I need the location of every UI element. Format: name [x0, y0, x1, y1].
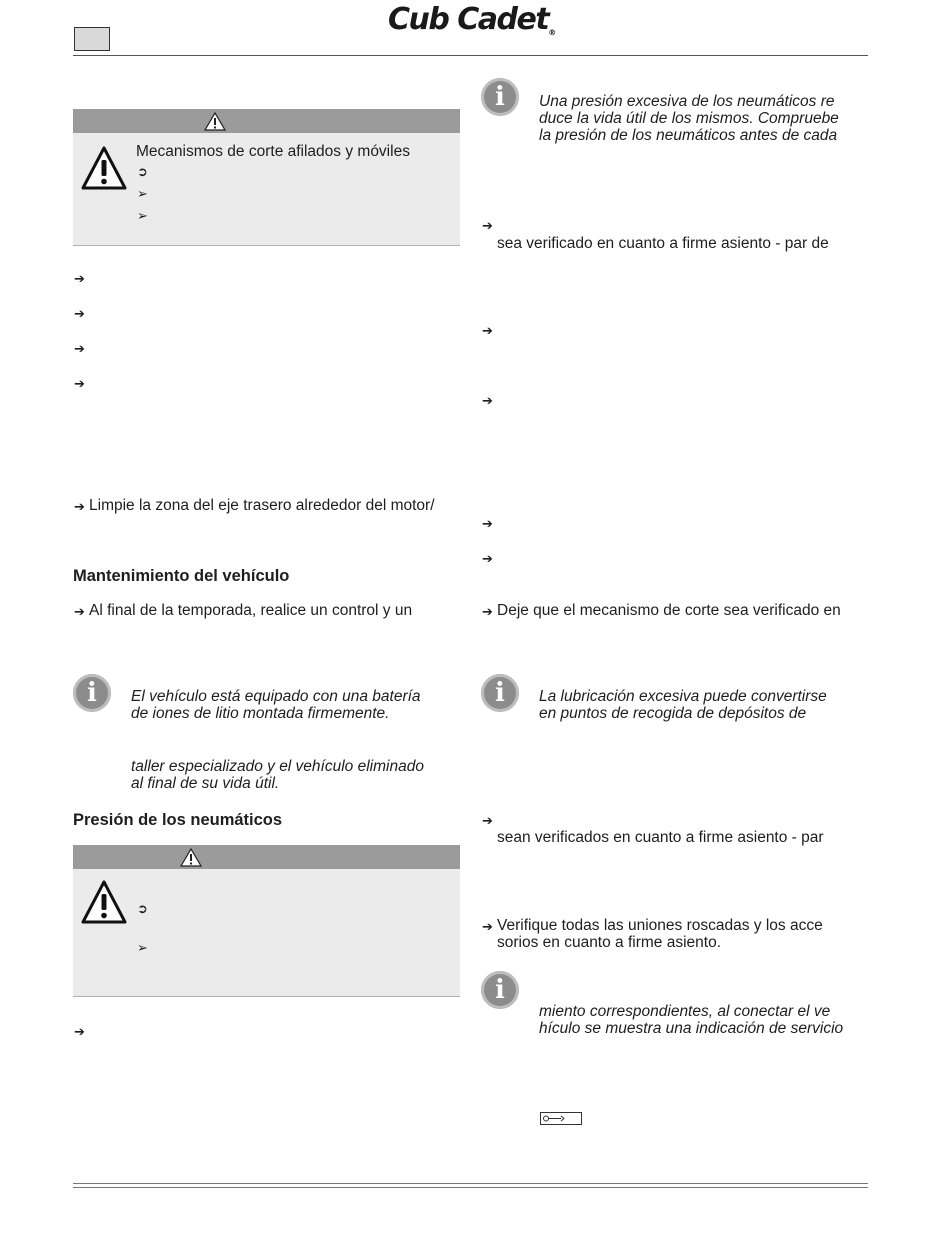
info-icon: i	[481, 971, 519, 1009]
section-heading: Mantenimiento del vehículo	[73, 567, 290, 585]
warning-header	[73, 109, 460, 133]
arrow-right-icon: ➔	[74, 499, 85, 514]
arrow-right-icon: ➔	[482, 516, 493, 531]
arrow-right-icon: ➔	[74, 1024, 85, 1039]
info-text: al final de su vida útil.	[131, 775, 280, 792]
wrench-service-icon	[540, 1112, 582, 1125]
warning-title: Mecanismos de corte afilados y móviles	[136, 143, 410, 160]
arrow-right-icon: ➔	[74, 341, 85, 356]
instruction-text: sea verificado en cuanto a firme asiento - par de	[497, 235, 829, 252]
arrow-right-icon: ➔	[482, 393, 493, 408]
arrow-right-icon: ➔	[482, 218, 493, 233]
instruction-text: sorios en cuanto a firme asiento.	[497, 934, 722, 951]
info-icon: i	[481, 674, 519, 712]
bullet-symbol: ➢	[137, 940, 148, 955]
warning-triangle-icon	[80, 145, 128, 191]
warning-triangle-icon	[180, 848, 202, 867]
page-number-box	[74, 27, 110, 51]
bullet-symbol: ➢	[137, 208, 148, 223]
info-text: miento correspondientes, al conectar el ve	[539, 1003, 831, 1020]
bullet-symbol: ➲	[137, 901, 148, 916]
info-text: taller especializado y el vehículo eliminado	[131, 758, 424, 775]
info-icon: i	[73, 674, 111, 712]
arrow-right-icon: ➔	[482, 919, 493, 934]
instruction-text: sean verificados en cuanto a firme asiento - par	[497, 829, 824, 846]
arrow-right-icon: ➔	[74, 604, 85, 619]
bullet-symbol: ➲	[137, 164, 148, 179]
warning-triangle-icon	[80, 879, 128, 925]
info-icon: i	[481, 78, 519, 116]
info-text: duce la vida útil de los mismos. Compruebe	[539, 110, 839, 127]
bullet-symbol: ➢	[137, 186, 148, 201]
brand-logo	[388, 2, 555, 37]
info-text: la presión de los neumáticos antes de cada	[539, 127, 838, 144]
warning-triangle-icon	[204, 112, 226, 131]
info-text: El vehículo está equipado con una batería	[131, 688, 421, 705]
instruction-text: Limpie la zona del eje trasero alrededor del motor/	[89, 497, 435, 514]
info-text: de iones de litio montada firmemente.	[131, 705, 390, 722]
arrow-right-icon: ➔	[482, 813, 493, 828]
info-text: en puntos de recogida de depósitos de	[539, 705, 807, 722]
instruction-text: Deje que el mecanismo de corte sea verificado en	[497, 602, 841, 619]
arrow-right-icon: ➔	[482, 604, 493, 619]
arrow-right-icon: ➔	[482, 551, 493, 566]
header-rule	[73, 55, 868, 56]
registered-mark: ®	[548, 28, 555, 37]
logo-text: Cub Cadet	[388, 2, 549, 37]
footer-rule	[73, 1187, 868, 1188]
warning-box	[73, 133, 460, 246]
info-text: La lubricación excesiva puede convertirse	[539, 688, 827, 705]
arrow-right-icon: ➔	[482, 323, 493, 338]
warning-box	[73, 869, 460, 997]
warning-header	[73, 845, 460, 869]
instruction-text: Verifique todas las uniones roscadas y los acce	[497, 917, 823, 934]
info-text: Una presión excesiva de los neumáticos re	[539, 93, 835, 110]
section-heading: Presión de los neumáticos	[73, 811, 283, 829]
instruction-text: Al final de la temporada, realice un control y un	[89, 602, 413, 619]
arrow-right-icon: ➔	[74, 306, 85, 321]
arrow-right-icon: ➔	[74, 376, 85, 391]
arrow-right-icon: ➔	[74, 271, 85, 286]
info-text: hículo se muestra una indicación de servicio	[539, 1020, 844, 1037]
footer-rule	[73, 1183, 868, 1184]
